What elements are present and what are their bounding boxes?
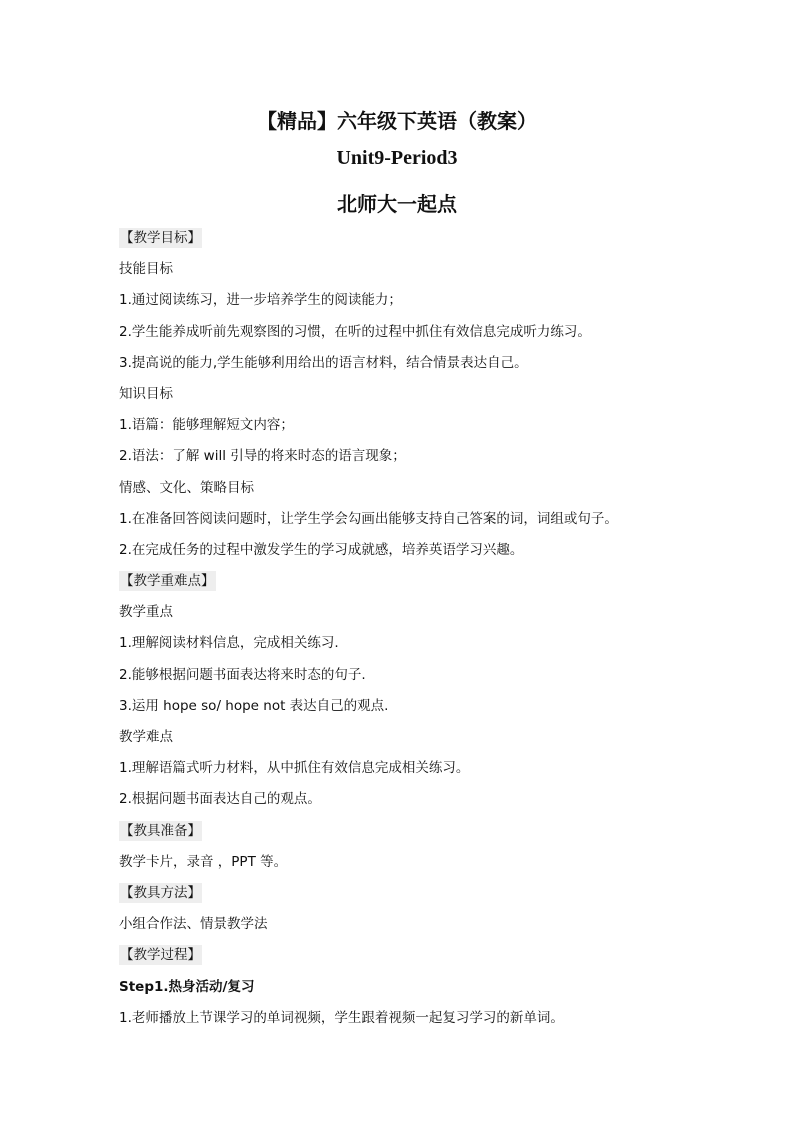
section-heading-objectives: 【教学目标】	[120, 230, 201, 246]
document-subtitle: Unit9-Period3	[336, 147, 458, 169]
body-line: 小组合作法、情景教学法	[119, 916, 268, 933]
body-line: 1.在准备回答阅读问题时，让学生学会勾画出能够支持自己答案的词，词组或句子。	[119, 510, 618, 527]
section-heading-process: 【教学过程】	[120, 947, 201, 964]
section-heading-methods: 【教具方法】	[120, 884, 201, 901]
body-line: 教学难点	[119, 729, 173, 745]
body-line: 技能目标	[119, 261, 173, 278]
body-line: 2.在完成任务的过程中激发学生的学习成就感，培养英语学习兴趣。	[119, 541, 524, 558]
body-line: 3.运用 hope so/ hope not 表达自己的观点.	[119, 697, 389, 714]
body-line: 情感、文化、策略目标	[119, 479, 254, 496]
document-body	[119, 226, 739, 1037]
document-publisher: 北师大一起点	[337, 192, 457, 216]
body-line: 2.根据问题书面表达自己的观点。	[119, 791, 321, 808]
body-line: 2.学生能养成听前先观察图的习惯，在听的过程中抓住有效信息完成听力练习。	[119, 323, 591, 340]
body-line: 1.理解阅读材料信息，完成相关练习.	[119, 635, 339, 652]
step-heading: Step1.热身活动/复习	[119, 978, 255, 995]
body-line: 教学重点	[119, 604, 173, 621]
body-line: 1.老师播放上节课学习的单词视频，学生跟着视频一起复习学习的新单词。	[119, 1009, 564, 1026]
section-heading-materials: 【教具准备】	[120, 822, 201, 839]
body-line: 教学卡片，录音 ，PPT 等。	[119, 853, 288, 870]
section-heading-key-points: 【教学重难点】	[120, 573, 215, 590]
body-line: 3.提高说的能力,学生能够利用给出的语言材料，结合情景表达自己。	[119, 354, 528, 371]
body-line: 知识目标	[119, 385, 173, 402]
body-line: 1.语篇：能够理解短文内容；	[119, 417, 294, 434]
document-title: 【精品】六年级下英语（教案）	[257, 109, 537, 133]
body-line: 1.通过阅读练习，进一步培养学生的阅读能力；	[119, 292, 402, 309]
body-line: 2.能够根据问题书面表达将来时态的句子.	[119, 666, 366, 683]
body-line: 1.理解语篇式听力材料，从中抓住有效信息完成相关练习。	[119, 760, 470, 777]
body-line: 2.语法：了解 will 引导的将来时态的语言现象；	[119, 448, 406, 465]
